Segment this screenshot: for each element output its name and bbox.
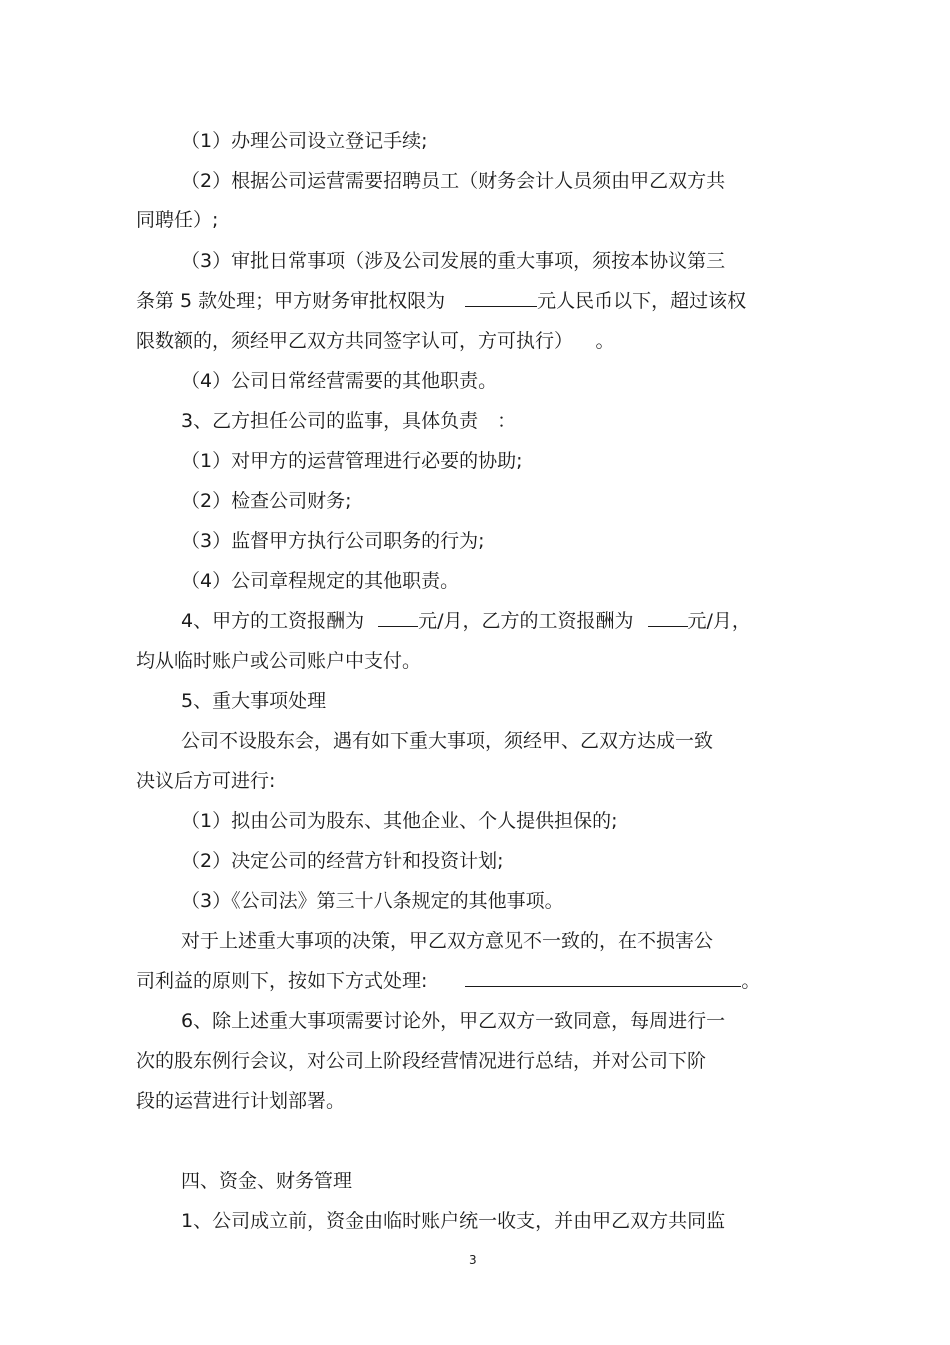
clause-6-line2: 次的股东例行会议，对公司上阶段经营情况进行总结，并对公司下阶 — [136, 1050, 707, 1072]
page-number: 3 — [469, 1253, 477, 1267]
section-4-clause-1: 1、公司成立前，资金由临时账户统一收支，并由甲乙双方共同监 — [181, 1210, 726, 1232]
salary-text-c: 元/月， — [687, 610, 751, 632]
major-item-3: （3）《公司法》第三十八条规定的其他事项。 — [181, 890, 564, 912]
dispute-line1: 对于上述重大事项的决策，甲乙双方意见不一致的，在不损害公 — [181, 930, 714, 952]
supervisor-item-3: （3）监督甲方执行公司职务的行为; — [181, 530, 485, 552]
clause-6-line3: 段的运营进行计划部署。 — [136, 1090, 346, 1112]
party-a-salary-blank[interactable] — [378, 608, 418, 627]
clause-6-line1: 6、除上述重大事项需要讨论外，甲乙双方一致同意，每周进行一 — [181, 1010, 726, 1032]
item-approve-line2 — [136, 288, 746, 314]
clause-4-line2: 均从临时账户或公司账户中支付。 — [136, 650, 422, 672]
clause-4-line1 — [181, 608, 751, 634]
item-other-duties: （4）公司日常经营需要的其他职责。 — [181, 370, 498, 392]
approve-text-a: 条第 5 款处理；甲方财务审批权限为 — [136, 290, 446, 312]
section-4-heading: 四、资金、财务管理 — [181, 1170, 353, 1192]
item-hire-line1: （2）根据公司运营需要招聘员工（财务会计人员须由甲乙双方共 — [181, 170, 726, 192]
item-register: （1）办理公司设立登记手续; — [181, 130, 428, 152]
party-b-salary-blank[interactable] — [648, 608, 688, 627]
supervisor-item-1: （1）对甲方的运营管理进行必要的协助; — [181, 450, 523, 472]
salary-text-b: 元/月，乙方的工资报酬为 — [418, 610, 634, 632]
approval-amount-blank[interactable] — [465, 288, 537, 307]
clause-5-line1: 公司不设股东会，遇有如下重大事项，须经甲、乙双方达成一致 — [181, 730, 714, 752]
dispute-text: 司利益的原则下，按如下方式处理: — [136, 970, 428, 992]
supervisor-item-2: （2）检查公司财务; — [181, 490, 352, 512]
major-item-1: （1）拟由公司为股东、其他企业、个人提供担保的; — [181, 810, 618, 832]
item-hire-line2: 同聘任）; — [136, 209, 219, 231]
salary-text-a: 4、甲方的工资报酬为 — [181, 610, 365, 632]
approve-text-b: 元人民币以下，超过该权 — [537, 290, 747, 312]
clause-3-heading: 3、乙方担任公司的监事，具体负责 ： — [181, 410, 517, 432]
dispute-line2 — [136, 968, 760, 994]
major-item-2: （2）决定公司的经营方针和投资计划; — [181, 850, 504, 872]
period-mark-2: 。 — [741, 970, 761, 992]
item-approve-line1: （3）审批日常事项（涉及公司发展的重大事项，须按本协议第三 — [181, 250, 726, 272]
clause-5-heading: 5、重大事项处理 — [181, 690, 327, 712]
clause-5-line2: 决议后方可进行: — [136, 770, 276, 792]
period-mark: 。 — [595, 330, 615, 352]
supervisor-item-4: （4）公司章程规定的其他职责。 — [181, 570, 460, 592]
item-approve-line3 — [136, 328, 615, 354]
approve-text-c: 限数额的，须经甲乙双方共同签字认可，方可执行） — [136, 330, 564, 352]
dispute-method-blank[interactable] — [465, 968, 741, 987]
